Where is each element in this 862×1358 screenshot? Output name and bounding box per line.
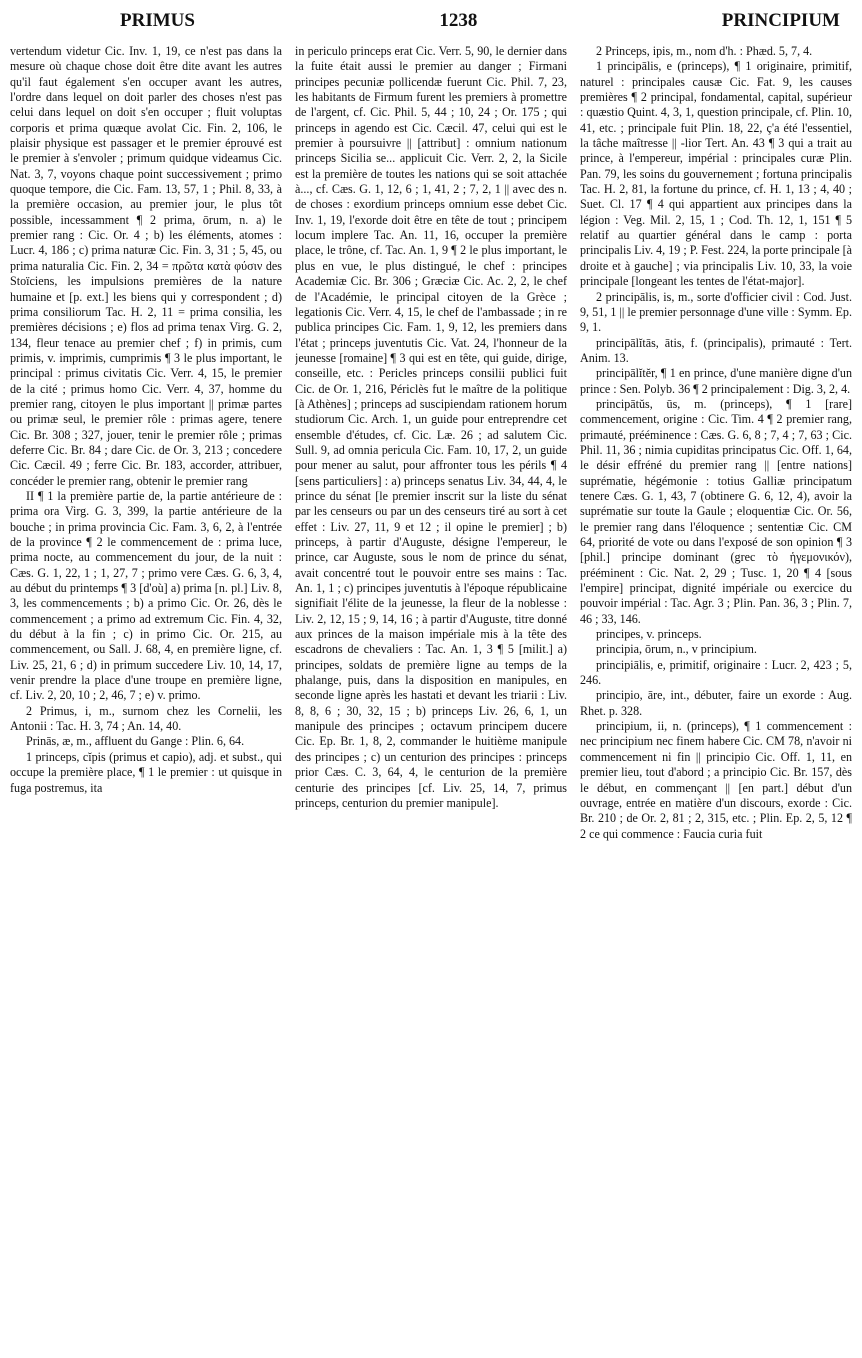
- entry-paragraph: 1 princeps, cĭpis (primus et capio), adj. et subst., qui occupe la première place, ¶ 1 le premier : ut quisque in fuga postremus, ita: [10, 749, 282, 795]
- entry-paragraph: Prinās, æ, m., affluent du Gange : Plin. 6, 64.: [26, 734, 245, 749]
- column-right: [580, 44, 852, 842]
- entry-paragraph: 2 Primus, i, m., surnom chez les Cornelii, les Antonii : Tac. H. 3, 74 ; An. 14, 40.: [10, 703, 282, 734]
- page-number: 1238: [439, 10, 478, 31]
- column-middle: [295, 44, 567, 842]
- left-guide-word: PRIMUS: [120, 10, 195, 31]
- entry-paragraph: principālĭtĕr, ¶ 1 en prince, d'une manière digne d'un prince : Sen. Polyb. 36 ¶ 2 principalement : Dig. 3, 2, 4.: [580, 366, 852, 396]
- text-columns: [10, 44, 852, 842]
- entry-paragraph: principālĭtās, ātis, f. (principalis), primauté : Tert. Anim. 13.: [580, 335, 852, 365]
- entry-paragraph: 1 principālis, e (princeps), ¶ 1 originaire, primitif, naturel : principales causæ Cic. Fat. 9, les causes premières ¶ 2 principal, fondamental, capital, supérieur : quæstio Quint. 4, 3, 1, question principale, cf. Plin. 10, 41, etc. ; principale fuit Plin. 18, 22, ç'a été l'essentiel, la tâche maîtresse || -lior Tert. An. 43 ¶ 3 qui a trait au prince, à l'empereur, impérial : principales curæ Plin. Pan. 79, les soins du gouvernement ; fortuna principalis Tac. H. 2, 81, la fortune du prince, cf. H. 1, 13 ; 4, 40 ; Suet. Cl. 17 ¶ 4 qui appartient aux principes dans la légion : Veg. Mil. 2, 15, 1 ; Cod. Th. 12, 1, 151 ¶ 5 relatif au quartier général dans le camp : porta principalis Liv. 4, 19 ; P. Fest. 224, la porte principale [à droite et à gauche] ; via principalis Liv. 10, 33, la voie principale [longeant les tentes de l'état-major].: [580, 59, 852, 289]
- entry-paragraph: 2 principālis, is, m., sorte d'officier civil : Cod. Just. 9, 51, 1 || le premier personnage d'une ville : Symm. Ep. 9, 1.: [580, 289, 852, 335]
- entry-paragraph: principia, ōrum, n., v principium.: [596, 642, 757, 657]
- entry-paragraph: II ¶ 1 la première partie de, la partie antérieure de : prima ora Virg. G. 3, 399, la partie antérieure de la bouche ; in prima provincia Cic. Fam. 3, 6, 2, à l'entrée de la province ¶ 2 le commencement de : prima luce, prima nocte, au commencement du jour, de la nuit : Cæs. G. 1, 22, 1 ; 1, 27, 7 ; primo vere Cæs. G. 6, 3, 4, au début du printemps ¶ 3 [d'où] a) prima [n. pl.] Liv. 8, 3, les commencements ; b) a primo Cic. Or. 26, dès le commencement ; a primo ad extremum Cic. Fin. 4, 32, du début à la fin ; c) in primo Cic. Or. 215, au commencement, ou Sall. J. 68, 4, en première ligne, cf. Liv. 25, 21, 6 ; d) in primum succedere Liv. 10, 14, 17, venir prendre la place d'une troupe en première ligne, cf. Liv. 2, 20, 10 ; 2, 46, 7 ; e) v. primo.: [10, 488, 282, 703]
- column-left: [10, 44, 282, 842]
- entry-paragraph: principiālis, e, primitif, originaire : Lucr. 2, 423 ; 5, 246.: [580, 657, 852, 688]
- entry-paragraph: principio, āre, int., débuter, faire un exorde : Aug. Rhet. p. 328.: [580, 688, 852, 718]
- entry-paragraph: vertendum videtur Cic. Inv. 1, 19, ce n'est pas dans la mesure où chaque chose doit être dite avant les autres qu'il faut également s'en occuper avant les autres, l'ordre dans lequel on doit parler des choses n'est pas celui dans lequel on doit s'en occuper ; fluit voluptas corporis et prima quæque avolat Cic. Fin. 2, 106, le plaisir physique est passager et le premier éprouvé est le premier à s'envoler ; primum quidque videamus Cic. Nat. 3, 7, voyons chaque point successivement ; primo quoque tempore, die Cic. Fam. 13, 57, 1 ; Phil. 8, 33, à la première occasion, au premier jour, le plus tôt possible, incessamment ¶ 2 prima, ōrum, n. a) le premier rang : Cic. Or. 4 ; b) les éléments, atomes : Lucr. 4, 186 ; c) prima naturæ Cic. Fin. 3, 31 ; 5, 45, ou prima naturalia Cic. Fin. 2, 34 = πρῶτα κατὰ φύσιν des Stoïciens, les impulsions premières de la nature humaine et [p. ext.] les biens qui y correspondent ; d) prima consiliorum Tac. H. 2, 11 = prima consilia, les premières décisions ; e) flos ad prima tenax Virg. G. 2, 134, fleur tenace au premier chef ; f) in primis, cum primis, v. imprimis, cumprimis ¶ 3 le plus important, le principal : primus civitatis Cic. Verr. 4, 15, le premier de la cité ; primus homo Cic. Verr. 4, 37, homme du premier rang, citoyen le plus important || primæ partes ou primæ seul, le premier rôle : primas agere, tenere Cic. Br. 308 ; 327, jouer, tenir le premier rôle ; primas deferre Cic. Br. 84 ; dare Cic. de Or. 3, 213 ; concedere Cic. Cæcil. 49 ; ferre Cic. Br. 183, accorder, attribuer, concéder le premier rang, obtenir le premier rang: [10, 44, 282, 488]
- entry-paragraph: principium, ii, n. (princeps), ¶ 1 commencement : nec principium nec finem habere Cic. CM 78, n'avoir ni commencement ni fin || principio Cic. Off. 1, 11, en premier lieu, tout d'abord ; a principio Cic. Br. 157, dès le début, en commençant || [en part.] début d'un ouvrage, entrée en matière d'un discours, exorde : Cic. Br. 210 ; de Or. 2, 81 ; 2, 315, etc. ; Plin. Ep. 2, 5, 12 ¶ 2 ce qui commence : Faucia curia fuit: [580, 719, 852, 841]
- entry-paragraph: 2 Princeps, ipis, m., nom d'h. : Phæd. 5, 7, 4.: [596, 44, 813, 58]
- page-header: [10, 6, 852, 36]
- entry-paragraph: principes, v. princeps.: [596, 627, 702, 642]
- entry-paragraph: principātŭs, ūs, m. (princeps), ¶ 1 [rare] commencement, origine : Cic. Tim. 4 ¶ 2 premier rang, primauté, prééminence : Cæs. G. 6, 8 ; 7, 4 ; 7, 63 ; Cic. Phil. 11, 36 ; nimia cupiditas principatus Cic. Off. 1, 64, le désir effréné du premier rang || [entre nations] suprématie, hégémonie : totius Galliæ principatum tenere Cæs. G. 1, 43, 7 (obtinere G. 6, 12, 4), avoir la suprématie sur toute la Gaule ; eloquentiæ Cic. Or. 56, le premier rang dans l'éloquence ; sententiæ Cic. CM 64, priorité de vote ou dans l'exposé de son opinion ¶ 3 [phil.] principe dominant (grec τὸ ἡγεμονικόν), prééminent : Cic. Nat. 2, 29 ; Tusc. 1, 20 ¶ 4 [sous l'empire] principat, dignité impériale ou exercice du pouvoir impérial : Tac. Agr. 3 ; Plin. Pan. 36, 3 ; Plin. 7, 46 ; 33, 146.: [580, 396, 852, 626]
- entry-paragraph: in periculo princeps erat Cic. Verr. 5, 90, le dernier dans la fuite était aussi le premier au danger ; Firmani principes pecuniæ pollicendæ fuerunt Cic. Phil. 7, 23, les habitants de Firmum furent les premiers à promettre de l'argent, cf. Cic. Phil. 5, 44 ; 10, 24 ; Or. 175 ; qui princeps in agendo est Cic. Cæcil. 47, celui qui est le premier à poursuivre || [attribut] : omnium nationum princeps Sicilia se... applicuit Cic. Verr. 2, 2, la Sicile est la première de toutes les nations qui se soit attachée à..., cf. Cæs. G. 1, 12, 6 ; 1, 41, 2 ; 7, 2, 1 || avec des n. de choses : exordium princeps omnium esse debet Cic. Inv. 1, 19, l'exorde doit être en tête de tout ; principem locum implere Tac. An. 11, 16, occuper la première place, le trône, cf. Tac. An. 1, 9 ¶ 2 le plus important, le plus en vue, le plus distingué, le chef : principes Academiæ Cic. Br. 306 ; Græciæ Cic. Ac. 2, 2, le chef de l'Académie, le principal citoyen de la Grèce ; legationis Cic. Verr. 4, 15, le chef de l'ambassade ; in re publica principes Cic. Fam. 1, 9, 12, les premiers dans l'état ; princeps juventutis Cic. Vat. 24, l'honneur de la jeunesse [romaine] ¶ 3 qui est en tête, qui guide, dirige, conseille, etc. : Pericles princeps consilii publici fuit Cic. de Or. 1, 216, Périclès fut le maître de la politique [à Athènes] ; princeps ad suscipiendam rationem horum studiorum Cic. Arch. 1, un guide pour entreprendre cet ensemble d'études, cf. Cic. Læ. 26 ; ad salutem Cic. Sull. 9, ad omnia pericula Cic. Fam. 10, 17, 2, un guide pour mener au salut, pour affronter tous les périls ¶ 4 [sens particuliers] : a) princeps senatus Liv. 34, 44, 4, le prince du sénat [le premier inscrit sur la liste du sénat par les censeurs ou par un des censeurs tiré au sort à cet effet : Liv. 27, 11, 9 et 12 ; il opine le premier] ; b) princeps, à partir d'Auguste, désigne l'empereur, le prince, car Auguste, sous le nom de prince du sénat, avait concentré tout le pouvoir entre ses mains : Tac. An. 1, 1 ; c) principes juventutis à l'époque républicaine signifiait l'élite de la jeunesse, la fleur de la noblesse : Liv. 2, 12, 15 ; 9, 14, 16 ; à partir d'Auguste, titre donné aux princes de la maison impériale mis à la tête des escadrons de chevaliers : Tac. An. 1, 3 ¶ 5 [milit.] a) principes, soldats de première ligne au temps de la phalange, puis, dans la disposition en manipules, en seconde ligne après les hastati et devant les triarii : Liv. 8, 8, 6 ; 30, 32, 15 ; b) princeps Liv. 26, 6, 1, un manipule des principes ; octavum principem ducere Cic. Ep. Br. 1, 8, 2, commander le huitième manipule des principes ; c) un centurion des principes : princeps prior Cæs. C. 3, 64, 4, le centurion de la première centurie des principes [cf. Liv. 25, 14, 7, primus princeps, centurion du premier manipule].: [295, 44, 567, 810]
- right-guide-word: PRINCIPIUM: [721, 10, 840, 31]
